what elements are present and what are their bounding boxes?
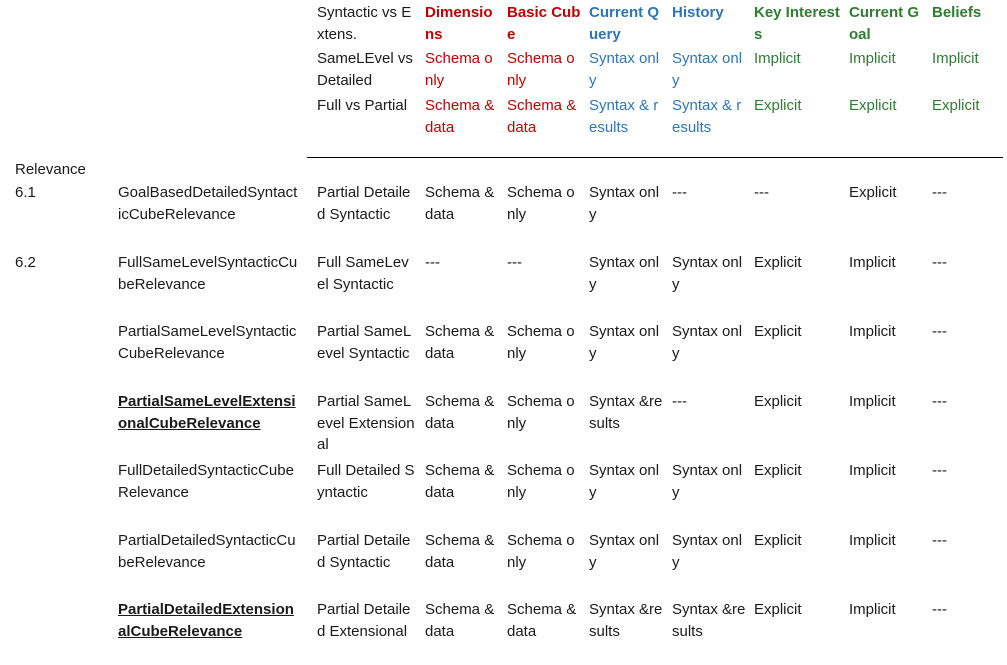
row-history: Syntax &results xyxy=(672,601,746,640)
row-current-query: Syntax &results xyxy=(589,601,663,640)
row-current-query: Syntax only xyxy=(589,462,660,501)
row-name: FullDetailedSyntacticCubeRelevance xyxy=(118,462,294,501)
row-type: Partial SameLevel Extensional xyxy=(317,393,415,453)
legend-current-query: Syntax only xyxy=(589,50,660,89)
header-current-goal: Current Goal xyxy=(849,4,920,43)
row-dimensions: Schema & data xyxy=(425,532,495,571)
legend-beliefs: Explicit xyxy=(932,97,980,114)
header-type: Syntactic vs Extens. xyxy=(317,4,412,43)
row-key-interests: Explicit xyxy=(754,323,802,340)
legend-history: Syntax only xyxy=(672,50,743,89)
row-key-interests: Explicit xyxy=(754,254,802,271)
row-type: Partial Detailed Extensional xyxy=(317,601,411,640)
row-basic-cube: Schema only xyxy=(507,184,575,223)
row-number: 6.1 xyxy=(15,184,36,201)
row-basic-cube: --- xyxy=(507,254,522,271)
row-current-query: Syntax only xyxy=(589,184,660,223)
row-name: PartialDetailedSyntacticCubeRelevance xyxy=(118,532,296,571)
row-dimensions: Schema & data xyxy=(425,393,495,432)
header-divider xyxy=(307,157,1003,158)
row-history: --- xyxy=(672,393,687,410)
header-basic-cube: Basic Cube xyxy=(507,4,581,43)
row-history: Syntax only xyxy=(672,462,743,501)
legend-beliefs: Implicit xyxy=(932,50,979,67)
row-dimensions: Schema & data xyxy=(425,462,495,501)
row-history: Syntax only xyxy=(672,323,743,362)
row-current-query: Syntax &results xyxy=(589,393,663,432)
legend-key-interests: Implicit xyxy=(754,50,801,67)
row-key-interests: --- xyxy=(754,184,769,201)
row-type: Partial SameLevel Syntactic xyxy=(317,323,412,362)
row-dimensions: Schema & data xyxy=(425,323,495,362)
section-label: Relevance xyxy=(15,161,86,178)
row-current-goal: Explicit xyxy=(849,184,897,201)
row-current-goal: Implicit xyxy=(849,254,896,271)
legend-current-goal: Explicit xyxy=(849,97,897,114)
legend-dimensions: Schema & data xyxy=(425,97,495,136)
row-current-query: Syntax only xyxy=(589,532,660,571)
legend-history: Syntax & results xyxy=(672,97,742,136)
row-beliefs: --- xyxy=(932,601,947,618)
row-type: Partial Detailed Syntactic xyxy=(317,532,411,571)
row-basic-cube: Schema & data xyxy=(507,601,577,640)
row-type: Partial Detailed Syntactic xyxy=(317,184,411,223)
row-type: Full SameLevel Syntactic xyxy=(317,254,409,293)
row-current-goal: Implicit xyxy=(849,462,896,479)
row-basic-cube: Schema only xyxy=(507,393,575,432)
row-beliefs: --- xyxy=(932,532,947,549)
legend-current-goal: Implicit xyxy=(849,50,896,67)
row-name: FullSameLevelSyntacticCubeRelevance xyxy=(118,254,298,293)
row-beliefs: --- xyxy=(932,184,947,201)
row-current-goal: Implicit xyxy=(849,323,896,340)
row-name: GoalBasedDetailedSyntacticCubeRelevance xyxy=(118,184,298,223)
legend-label: SameLEvel vs Detailed xyxy=(317,50,413,89)
row-dimensions: --- xyxy=(425,254,440,271)
row-basic-cube: Schema only xyxy=(507,462,575,501)
row-beliefs: --- xyxy=(932,323,947,340)
row-dimensions: Schema & data xyxy=(425,601,495,640)
header-history: History xyxy=(672,4,724,21)
row-basic-cube: Schema only xyxy=(507,323,575,362)
row-current-query: Syntax only xyxy=(589,254,660,293)
row-beliefs: --- xyxy=(932,393,947,410)
header-key-interests: Key Interests xyxy=(754,4,840,43)
legend-dimensions: Schema only xyxy=(425,50,493,89)
row-key-interests: Explicit xyxy=(754,393,802,410)
row-current-goal: Implicit xyxy=(849,601,896,618)
row-key-interests: Explicit xyxy=(754,601,802,618)
row-current-query: Syntax only xyxy=(589,323,660,362)
row-basic-cube: Schema only xyxy=(507,532,575,571)
row-history: Syntax only xyxy=(672,254,743,293)
header-current-query: Current Query xyxy=(589,4,660,43)
row-type: Full Detailed Syntactic xyxy=(317,462,415,501)
row-history: --- xyxy=(672,184,687,201)
legend-basic-cube: Schema & data xyxy=(507,97,577,136)
row-current-goal: Implicit xyxy=(849,393,896,410)
row-number: 6.2 xyxy=(15,254,36,271)
header-beliefs: Beliefs xyxy=(932,4,982,21)
legend-key-interests: Explicit xyxy=(754,97,802,114)
legend-label: Full vs Partial xyxy=(317,97,408,114)
row-name-link[interactable]: PartialSameLevelExtensionalCubeRelevance xyxy=(118,393,296,432)
row-current-goal: Implicit xyxy=(849,532,896,549)
row-name: PartialSameLevelSyntacticCubeRelevance xyxy=(118,323,297,362)
row-dimensions: Schema & data xyxy=(425,184,495,223)
legend-basic-cube: Schema only xyxy=(507,50,575,89)
legend-current-query: Syntax & results xyxy=(589,97,659,136)
row-history: Syntax only xyxy=(672,532,743,571)
row-beliefs: --- xyxy=(932,462,947,479)
row-name-link[interactable]: PartialDetailedExtensionalCubeRelevance xyxy=(118,601,294,640)
header-dimensions: Dimensions xyxy=(425,4,493,43)
row-key-interests: Explicit xyxy=(754,532,802,549)
row-beliefs: --- xyxy=(932,254,947,271)
row-key-interests: Explicit xyxy=(754,462,802,479)
